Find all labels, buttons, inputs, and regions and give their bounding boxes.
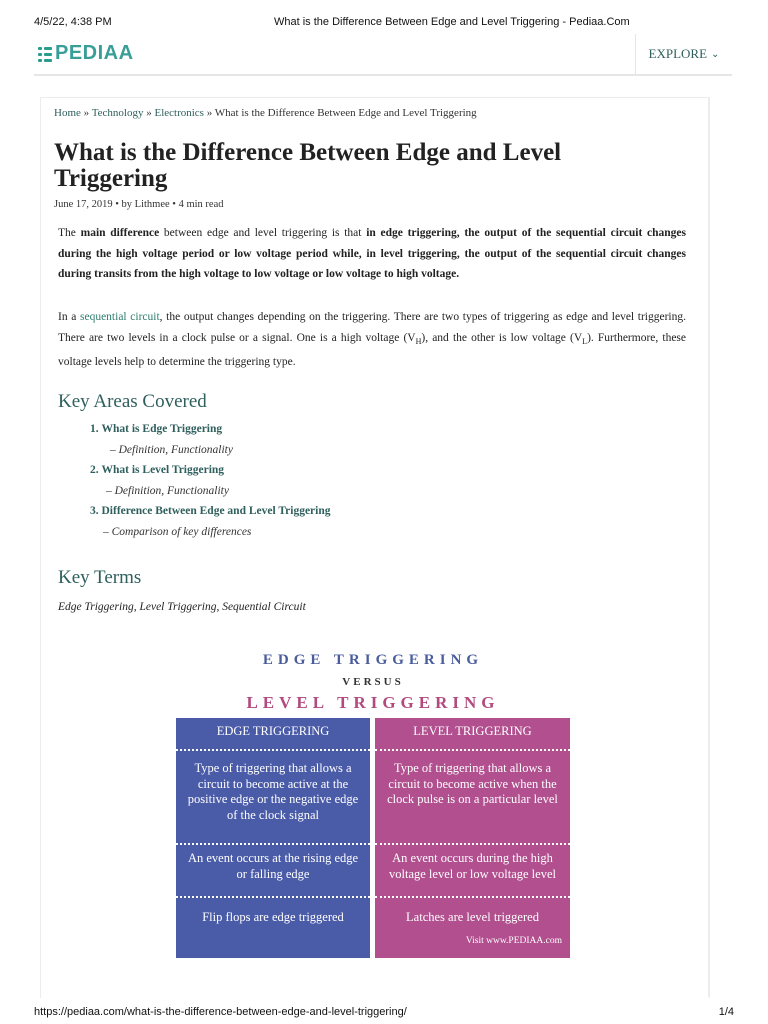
list-number: 3.	[90, 505, 99, 517]
list-number: 2.	[90, 464, 99, 476]
edge-cell-example: Flip flops are edge triggered	[202, 910, 344, 924]
divider	[176, 896, 370, 898]
key-terms-heading: Key Terms	[58, 567, 142, 588]
page-title: What is the Difference Between Edge and Level Triggering	[54, 139, 562, 192]
toc-description: – Definition, Functionality	[110, 444, 233, 456]
sequential-circuit-link[interactable]: sequential circuit	[80, 311, 160, 323]
infographic-credit: Visit www.PEDIAA.com	[465, 936, 562, 946]
print-datetime: 4/5/22, 4:38 PM	[34, 16, 112, 28]
print-page-count: 1/4	[718, 1006, 734, 1018]
logo-text: PEDIAA	[55, 42, 134, 64]
body-paragraph	[58, 307, 686, 373]
article-meta: June 17, 2019 • by Lithmee • 4 min read	[54, 199, 224, 210]
logo-icon	[38, 45, 52, 63]
intro-bold-text: in edge triggering, the output of the sequential circuit changes during the high voltage period or low voltage period while, in level triggering, the output of the sequential circuit changes during transits from the high voltage to low voltage or low voltage to high voltage.	[58, 227, 686, 280]
list-item[interactable]	[90, 464, 224, 476]
level-column-header: LEVEL TRIGGERING	[413, 724, 532, 738]
breadcrumb-separator: »	[143, 107, 155, 119]
toc-description: – Definition, Functionality	[106, 485, 229, 497]
explore-menu-button[interactable]	[635, 34, 732, 74]
breadcrumb-electronics-link[interactable]: Electronics	[154, 107, 204, 119]
toc-link-level-triggering[interactable]: What is Level Triggering	[101, 464, 225, 476]
print-url: https://pediaa.com/what-is-the-difference-between-edge-and-level-triggering/	[34, 1006, 407, 1018]
toc-description: – Comparison of key differences	[103, 526, 252, 538]
infographic-title-level: LEVEL TRIGGERING	[246, 693, 500, 712]
body-text: ). Furthermore, these voltage levels help to determine the triggering type.	[58, 331, 687, 368]
divider	[375, 843, 570, 845]
body-text: ), and the other is low voltage (V	[421, 331, 583, 344]
breadcrumb-current: What is the Difference Between Edge and Level Triggering	[214, 107, 477, 119]
chevron-down-icon: ⌄	[711, 48, 720, 60]
infographic-versus: VERSUS	[342, 676, 404, 688]
infographic-level-column	[375, 718, 570, 958]
breadcrumb	[54, 107, 477, 119]
body-text: , the output changes depending on the triggering. There are two types of triggering as edge and level triggering. There are two levels in a clock pulse or a signal. One is a high voltage (V	[58, 311, 687, 344]
edge-cell-event: An event occurs at the rising edge or falling edge	[187, 851, 359, 881]
intro-paragraph	[58, 223, 686, 285]
infographic-edge-column	[176, 718, 370, 958]
edge-cell-definition: Type of triggering that allows a circuit to become active at the positive edge or the negative edge of the clock signal	[187, 761, 359, 822]
body-text: In a	[58, 311, 80, 323]
key-areas-heading: Key Areas Covered	[58, 391, 207, 412]
level-cell-definition: Type of triggering that allows a circuit to become active when the clock pulse is on a particular level	[387, 761, 558, 806]
divider	[375, 896, 570, 898]
divider	[708, 97, 709, 997]
divider	[176, 749, 370, 751]
intro-text: The	[58, 227, 81, 239]
breadcrumb-separator: »	[80, 107, 92, 119]
toc-link-difference[interactable]: Difference Between Edge and Level Triggering	[101, 505, 331, 517]
subscript: H	[415, 336, 422, 346]
site-logo[interactable]	[38, 42, 134, 65]
intro-text: between edge and level triggering is that	[159, 227, 367, 239]
breadcrumb-technology-link[interactable]: Technology	[91, 107, 144, 119]
edge-column-header: EDGE TRIGGERING	[216, 724, 330, 738]
list-item[interactable]	[90, 423, 222, 435]
breadcrumb-home-link[interactable]: Home	[54, 107, 81, 119]
key-terms: Edge Triggering, Level Triggering, Sequential Circuit	[58, 601, 306, 613]
site-header	[34, 34, 732, 76]
breadcrumb-separator: »	[203, 107, 215, 119]
level-cell-example: Latches are level triggered	[406, 910, 539, 924]
divider	[375, 749, 570, 751]
list-item[interactable]	[90, 505, 331, 517]
infographic-title-edge: EDGE TRIGGERING	[262, 652, 484, 668]
list-number: 1.	[90, 423, 99, 435]
subscript: L	[582, 336, 588, 346]
intro-bold-text: main difference	[80, 227, 160, 239]
level-cell-event: An event occurs during the high voltage level or low voltage level	[389, 851, 556, 881]
explore-label: EXPLORE	[648, 46, 708, 61]
divider	[176, 843, 370, 845]
print-page-title: What is the Difference Between Edge and Level Triggering - Pediaa.Com	[274, 16, 630, 28]
toc-link-edge-triggering[interactable]: What is Edge Triggering	[101, 423, 223, 435]
